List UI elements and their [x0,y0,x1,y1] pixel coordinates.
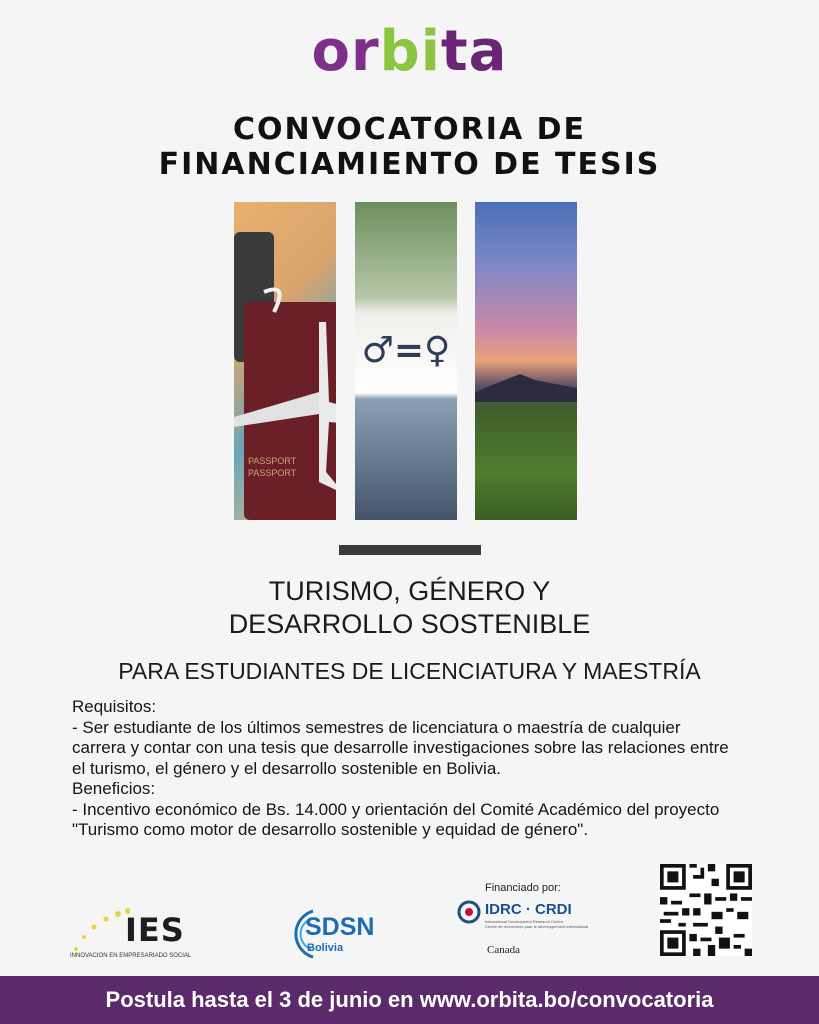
landscape-illustration [475,202,577,520]
subtitle-line-2: DESARROLLO SOSTENIBLE [228,609,591,639]
passport-label-2: PASSPORT [248,468,297,478]
ies-tagline: INNOVACION EN EMPRESARIADO SOCIAL [70,953,192,959]
requirements-heading: Requisitos: [72,697,157,716]
passport-label: PASSPORT [248,456,297,466]
gender-photo-panel [355,202,457,520]
footer-banner [0,976,819,1024]
sdsn-country: Bolivia [307,942,344,954]
landscape-photo-panel [475,202,577,520]
page-title [0,112,819,182]
audience-heading: PARA ESTUDIANTES DE LICENCIATURA Y MAESTRÍA [118,658,701,684]
idrc-emblem-icon [457,900,481,924]
ies-logo [70,905,190,965]
requirements-line-1: - Ser estudiante de los últimos semestres de licenciatura o maestría de cualquier [72,717,681,737]
gender-equality-illustration [355,202,457,520]
requirements-line-2: carrera y contar con una tesis que desarrolle investigaciones sobre las relaciones entre [72,738,729,757]
body-text [72,697,762,841]
idrc-wordmark: IDRC · CRDI [485,901,572,918]
benefits-line-2: "Turismo como motor de desarrollo sostenible y equidad de género". [72,820,589,839]
section-divider [339,545,481,555]
mountain-shape [475,374,577,402]
ies-wordmark: IES [125,911,185,949]
benefits-line-1: - Incentivo económico de Bs. 14.000 y orientación del Comité Académico del proyecto [72,799,720,819]
sdsn-wordmark: SDSN [305,913,375,941]
travel-photo-panel [234,202,336,520]
benefits-heading: Beneficios: [72,779,156,798]
title-line-2: FINANCIAMIENTO DE TESIS [158,147,661,182]
ies-dots-icon [70,905,130,953]
sdsn-logo [287,905,387,965]
title-line-1: CONVOCATORIA DE [232,112,586,147]
idrc-fine-print: International Development Research Centre Centre de recherches pour le développement international [485,919,589,929]
funder-block [455,882,605,962]
qr-code[interactable] [660,864,752,956]
financed-by-label: Financiado por: [485,882,561,894]
gender-symbols-icon: ♂=♀ [361,330,451,371]
canada-wordmark: Canada [487,944,520,956]
subtitle-line-1: TURISMO, GÉNERO Y [268,576,551,606]
requirements-line-3: el turismo, el género y el desarrollo sostenible en Bolivia. [72,758,502,778]
deadline-cta: Postula hasta el 3 de junio en www.orbita.bo/convocatoria [105,987,714,1012]
orbita-logo: orbita [311,19,508,84]
subtitle [0,575,819,641]
travel-photo-illustration [234,202,336,520]
